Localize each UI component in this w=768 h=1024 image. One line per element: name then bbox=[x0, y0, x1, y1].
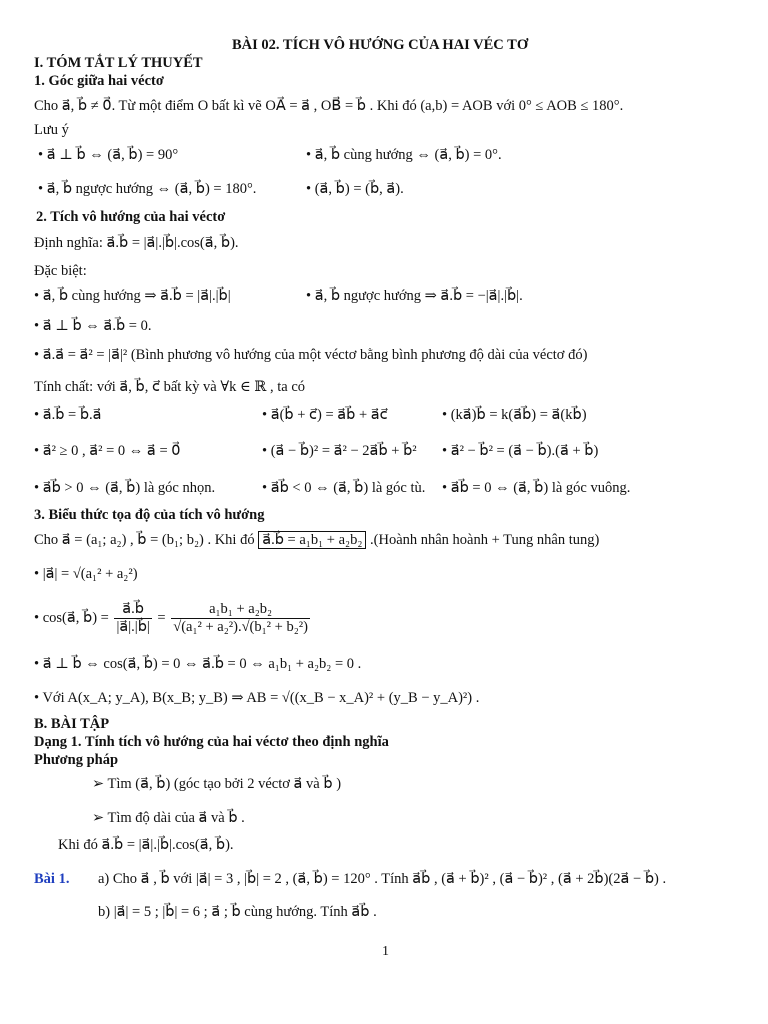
property-item: • a⃗² ≥ 0 , a⃗² = 0 ⇔ a⃗ = 0⃗ bbox=[34, 443, 181, 459]
subsection-heading-coordinates: 3. Biểu thức tọa độ của tích vô hướng bbox=[34, 507, 265, 523]
special-perpendicular: • a⃗ ⊥ b⃗ ⇔ a⃗.b⃗ = 0. bbox=[34, 318, 152, 334]
exercise-part-a: a) Cho a⃗ , b⃗ với |a⃗| = 3 , |b⃗| = 2 , (a⃗, b⃗) = 120° . Tính a⃗b⃗ , (a⃗ + b⃗)² , (a⃗ − b⃗)² , (a⃗ + 2b⃗)(2a⃗ − b⃗) . bbox=[98, 871, 667, 887]
subsection-heading-dot-product: 2. Tích vô hướng của hai véctơ bbox=[36, 209, 226, 225]
property-item: • a⃗b⃗ = 0 ⇔ (a⃗, b⃗) là góc vuông. bbox=[442, 480, 631, 496]
angle-definition: Cho a⃗, b⃗ ≠ 0⃗. Từ một điểm O bất kì vẽ OA⃗ = a⃗ , OB⃗ = b⃗ . Khi đó (a,b) = AOB với 0° ≤ AOB ≤ 180°. bbox=[34, 98, 624, 114]
property-item: • a⃗b⃗ < 0 ⇔ (a⃗, b⃗) là góc tù. bbox=[262, 480, 426, 496]
exercise-type-heading: Dạng 1. Tính tích vô hướng của hai véctơ theo định nghĩa bbox=[34, 734, 389, 750]
method-heading: Phương pháp bbox=[34, 752, 119, 768]
property-item: • a⃗b⃗ > 0 ⇔ (a⃗, b⃗) là góc nhọn. bbox=[34, 480, 216, 496]
method-step-length: ➢ Tìm độ dài của a⃗ và b⃗ . bbox=[92, 810, 245, 826]
cosine-fraction-coordinates bbox=[171, 601, 310, 636]
property-item: • a⃗(b⃗ + c⃗) = a⃗b⃗ + a⃗c⃗ bbox=[262, 407, 388, 423]
method-conclusion: Khi đó a⃗.b⃗ = |a⃗|.|b⃗|.cos(a⃗, b⃗). bbox=[58, 837, 234, 853]
page-number: 1 bbox=[382, 944, 389, 959]
special-cases-label: Đặc biệt: bbox=[34, 263, 87, 279]
cosine-formula-lhs: • cos(a⃗, b⃗) = bbox=[34, 610, 109, 626]
equals-sign: = bbox=[157, 610, 166, 626]
properties-intro: Tính chất: với a⃗, b⃗, c⃗ bất kỳ và ∀k ∈ ℝ , ta có bbox=[34, 379, 306, 395]
note-symmetry: • (a⃗, b⃗) = (b⃗, a⃗). bbox=[306, 181, 404, 197]
property-item: • a⃗² − b⃗² = (a⃗ − b⃗).(a⃗ + b⃗) bbox=[442, 443, 599, 459]
property-item: • (ka⃗)b⃗ = k(a⃗b⃗) = a⃗(kb⃗) bbox=[442, 407, 587, 423]
note-opposite-direction: • a⃗, b⃗ ngược hướng ⇔ (a⃗, b⃗) = 180°. bbox=[38, 181, 257, 197]
method-step-angle: ➢ Tìm (a⃗, b⃗) (góc tạo bởi 2 véctơ a⃗ và b⃗ ) bbox=[92, 776, 342, 792]
special-square: • a⃗.a⃗ = a⃗² = |a⃗|² (Bình phương vô hướng của một véctơ bằng bình phương độ dài của véctơ đó) bbox=[34, 347, 588, 363]
coordinate-formula bbox=[34, 531, 599, 549]
section-heading-theory: I. TÓM TẮT LÝ THUYẾT bbox=[34, 55, 203, 71]
note-perpendicular: • a⃗ ⊥ b⃗ ⇔ (a⃗, b⃗) = 90° bbox=[38, 147, 179, 163]
exercise-label: Bài 1. bbox=[34, 871, 70, 887]
property-item: • (a⃗ − b⃗)² = a⃗² − 2a⃗b⃗ + b⃗² bbox=[262, 443, 417, 459]
note-label: Lưu ý bbox=[34, 122, 69, 138]
dot-product-definition: Định nghĩa: a⃗.b⃗ = |a⃗|.|b⃗|.cos(a⃗, b⃗). bbox=[34, 235, 239, 251]
distance-formula: • Với A(x_A; y_A), B(x_B; y_B) ⇒ AB = √((x_B − x_A)² + (y_B − y_A)²) . bbox=[34, 690, 480, 706]
note-same-direction: • a⃗, b⃗ cùng hướng ⇔ (a⃗, b⃗) = 0°. bbox=[306, 147, 502, 163]
fraction-numerator: a⃗.b⃗ bbox=[114, 601, 151, 619]
cosine-formula bbox=[34, 600, 312, 636]
exercise-part-b: b) |a⃗| = 5 ; |b⃗| = 6 ; a⃗ ; b⃗ cùng hướng. Tính a⃗b⃗ . bbox=[98, 904, 377, 920]
perpendicular-condition: • a⃗ ⊥ b⃗ ⇔ cos(a⃗, b⃗) = 0 ⇔ a⃗.b⃗ = 0 ⇔ a₁b₁ + a₂b₂ = 0 . bbox=[34, 656, 362, 672]
coordinate-formula-box: a⃗.b⃗ = a₁b₁ + a₂b₂ bbox=[258, 531, 366, 549]
coordinate-formula-note: .(Hoành nhân hoành + Tung nhân tung) bbox=[366, 532, 600, 548]
fraction-numerator: a₁b₁ + a₂b₂ bbox=[171, 601, 310, 619]
property-item: • a⃗.b⃗ = b⃗.a⃗ bbox=[34, 407, 102, 423]
coordinate-formula-intro: Cho a⃗ = (a₁; a₂) , b⃗ = (b₁; b₂) . Khi đó bbox=[34, 532, 259, 548]
fraction-denominator: |a⃗|.|b⃗| bbox=[116, 619, 150, 636]
fraction-denominator: √(a₁² + a₂²).√(b₁² + b₂²) bbox=[173, 619, 308, 636]
vector-length-formula: • |a⃗| = √(a₁² + a₂²) bbox=[34, 566, 138, 582]
special-same-direction: • a⃗, b⃗ cùng hướng ⇒ a⃗.b⃗ = |a⃗|.|b⃗| bbox=[34, 288, 231, 304]
page-title: BÀI 02. TÍCH VÔ HƯỚNG CỦA HAI VÉC TƠ bbox=[232, 37, 529, 53]
cosine-fraction-vector bbox=[114, 601, 151, 636]
section-heading-exercises: B. BÀI TẬP bbox=[34, 716, 110, 732]
subsection-heading-angle: 1. Góc giữa hai véctơ bbox=[34, 73, 164, 89]
special-opposite-direction: • a⃗, b⃗ ngược hướng ⇒ a⃗.b⃗ = −|a⃗|.|b⃗|. bbox=[306, 288, 523, 304]
